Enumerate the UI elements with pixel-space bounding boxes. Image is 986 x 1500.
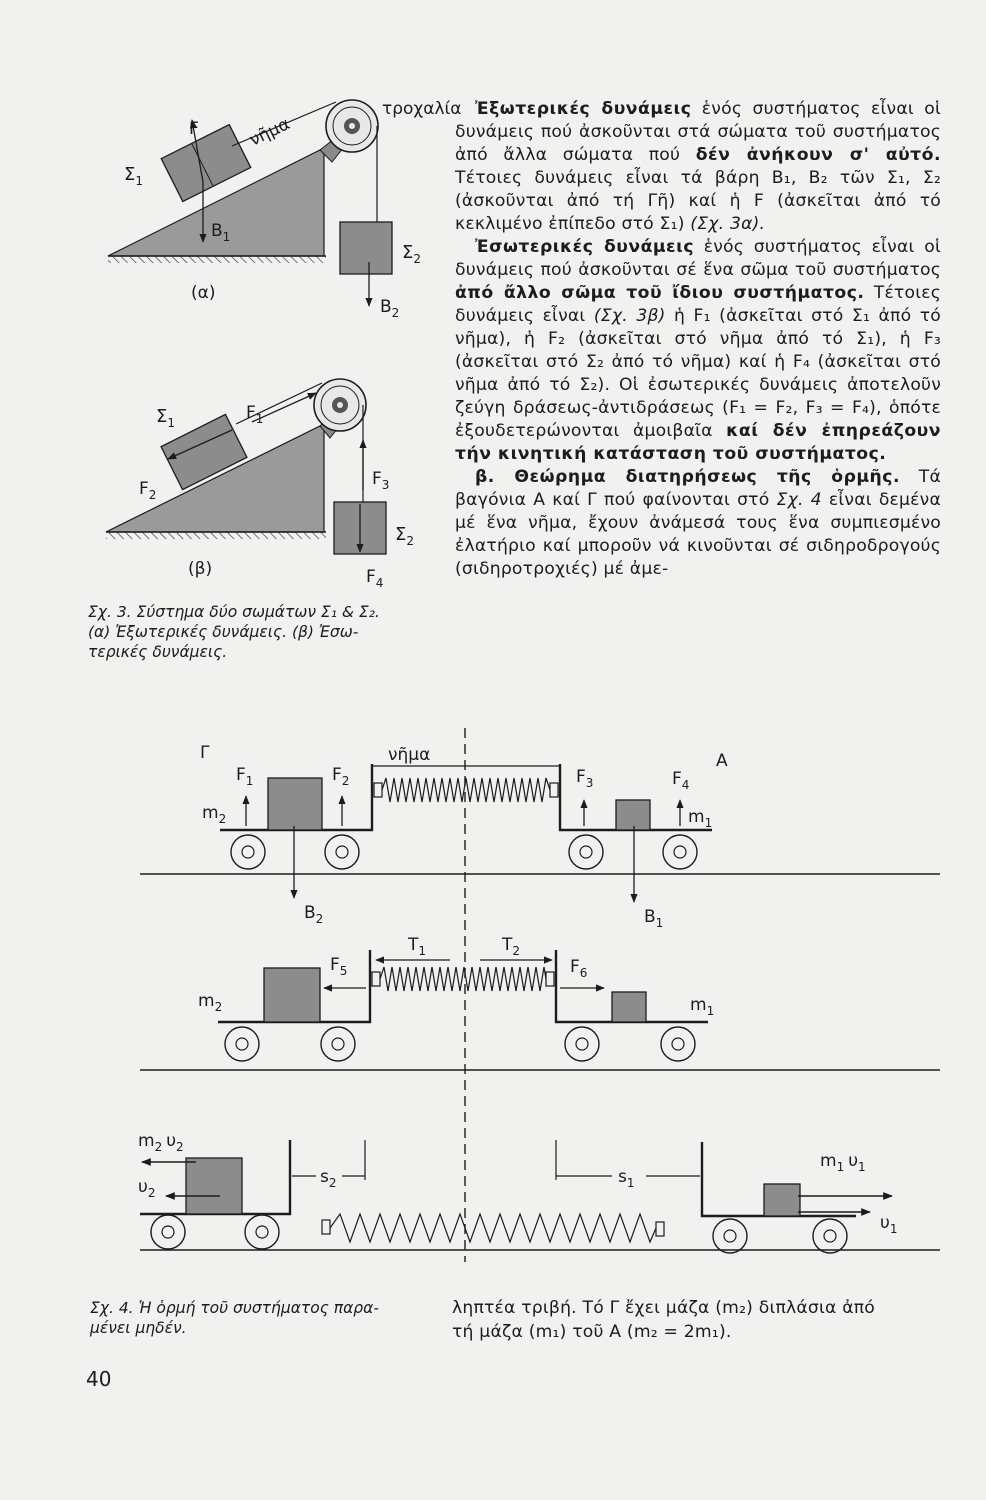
fig3b-f3-label: $F_3$ (372, 469, 390, 492)
fig4-scene-1 (140, 743, 940, 930)
fig4-s2-m2-label: $m_2$ (198, 991, 223, 1014)
fig4-s1-m2-label: $m_2$ (202, 803, 227, 826)
fig4-s3-m2u2-label: $m_2$ $\upsilon_2$ (138, 1131, 184, 1154)
fig4-s2-m1-label: $m_1$ (690, 995, 715, 1018)
fig4-scene-3 (138, 1131, 940, 1253)
fig4-s1-block-g (268, 778, 322, 830)
fig3a-s1-label: $\Sigma_1$ (124, 164, 144, 188)
fig3a-label: (α) (191, 283, 216, 303)
fig4-s2-block-a (612, 992, 646, 1022)
paragraph-internal-forces: Ἐσωτερικές δυνάμεις ἑνός συστήματος εἶναι οἱ δυνάμεις πού ἀσκοῦνται σέ ἕνα σῶμα τοῦ συστήματος ἀπό ἄλλο σῶμα τοῦ ἴδιου συστήματος. Τέτοιες δυνάμεις εἶναι (Σχ. 3β) ἡ F₁ (ἀσκεῖται στό Σ₁ ἀπό τό νῆμα), ἡ F₂ (ἀσκεῖται στό νῆμα ἀπό τό Σ₁), ἡ F₃ (ἀσκεῖται στό Σ₂ ἀπό τό νῆμα) καί ἡ F₄ (ἀσκεῖται στό νῆμα ἀπό τό Σ₂). Οἱ ἐσωτερικές δυνάμεις ἀποτελοῦν ζεύγη δράσεως-ἀντιδράσεως (F₁ = F₂, F₃ = F₄), ὁπότε ἐξουδετερώνονται ἀμοιβαῖα καί δέν ἐπηρεάζουν τήν κινητική κατάσταση τοῦ συστήματος. (455, 237, 941, 464)
fig4-s1-f4-label: $F_4$ (672, 769, 690, 792)
fig3b-s1-label: $\Sigma_1$ (156, 406, 176, 430)
fig4-s1-f2-label: $F_2$ (332, 765, 350, 788)
fig3b-s2-label: $\Sigma_2$ (395, 524, 415, 548)
fig4-s3-u2-label: $\upsilon_2$ (138, 1177, 156, 1200)
fig3a-force-F-label: F (189, 119, 199, 139)
fig4-s3-s2-label: $s_2$ (320, 1167, 337, 1190)
fig4-s1-b2-label: $B_2$ (304, 903, 324, 926)
fig3b-label: (β) (188, 559, 213, 579)
fig3a-s2-label: $\Sigma_2$ (402, 242, 422, 266)
fig4-s3-m1u1-label: $m_1$ $\upsilon_1$ (820, 1151, 866, 1174)
fig4-s2-t2-label: $T_2$ (502, 935, 521, 958)
fig4-s1-m1-label: $m_1$ (688, 807, 713, 830)
fig4-s3-block-g (186, 1158, 242, 1214)
fig4-s3-s1-label: $s_1$ (618, 1167, 635, 1190)
fig4-s1-cart-a-label: Α (716, 751, 728, 771)
paragraph-external-forces: Ἐξωτερικές δυνάμεις ἑνός συστήματος εἶναι οἱ δυνάμεις πού ἀσκοῦνται στά σώματα τοῦ συστήματος ἀπό ἄλλα σώματα πού δέν ἀνήκουν σ' αὐτό. Τέτοιες δυνάμεις εἶναι τά βάρη Β₁, Β₂ τῶν Σ₁, Σ₂ (ἀσκοῦνται ἀπό τή Γῆ) καί ἡ F (ἀσκεῖται ἀπό τό κεκλιμένο ἐπίπεδο στό Σ₁) (Σχ. 3α). (455, 99, 941, 234)
fig4-s3-block-a (764, 1184, 800, 1216)
fig3a-b2-label: $B_2$ (380, 297, 400, 320)
fig4-s1-f1-label: $F_1$ (236, 765, 254, 788)
fig4-s1-f3-label: $F_3$ (576, 767, 594, 790)
fig3a-pulley-label: τροχαλία (382, 99, 462, 119)
fig4-s2-f5-label: $F_5$ (330, 955, 348, 978)
fig4-caption: Σχ. 4. Ἡ ὁρμή τοῦ συστήματος παρα- μένει μηδέν. (90, 1299, 379, 1337)
fig4-s1-spring (382, 778, 550, 802)
fig4-s1-block-a (616, 800, 650, 830)
fig3b-f4-label: $F_4$ (366, 567, 384, 590)
fig4-s2-t1-label: $T_1$ (408, 935, 427, 958)
fig3b-f1-label: $F_1$ (246, 403, 264, 426)
fig4-scene-2 (140, 935, 940, 1070)
fig4-s1-b1-label: $B_1$ (644, 907, 664, 930)
fig4-s3-spring (330, 1214, 656, 1242)
fig4-s1-cart-g-label: Γ (200, 743, 210, 763)
paragraph-momentum-theorem: β. Θεώρημα διατηρήσεως τῆς ὁρμῆς. Τά βαγόνια Α καί Γ πού φαίνονται στό Σχ. 4 εἶναι δεμένα μέ ἕνα νῆμα, ἔχουν ἀνάμεσά τους ἕνα συμπιεσμένο ἐλατήριο καί μποροῦν νά κινοῦνται σέ σιδηροδρογούς (σιδηροτροχιές) μέ ἀμε- (455, 467, 941, 579)
fig4-s2-spring (380, 967, 546, 991)
bottom-text: ληπτέα τριβή. Τό Γ ἔχει μάζα (m₂) διπλάσια ἀπό τή μάζα (m₁) τοῦ Α (m₂ = 2m₁). (452, 1298, 876, 1342)
fig4-s3-u1-label: $\upsilon_1$ (880, 1213, 898, 1236)
fig3b-f2-label: $F_2$ (139, 479, 157, 502)
fig4-s2-block-g (264, 968, 320, 1022)
fig4-s2-f6-label: $F_6$ (570, 957, 588, 980)
fig3-caption: Σχ. 3. Σύστημα δύο σωμάτων Σ₁ & Σ₂. (α) Ἐξωτερικές δυνάμεις. (β) Ἐσω- τερικές δυνάμεις. (88, 603, 380, 661)
fig3a-rope-label: νῆμα (246, 113, 294, 151)
fig4-s1-rope-label: νῆμα (388, 745, 431, 765)
page-number: 40 (86, 1367, 112, 1391)
fig3a-b1-label: $B_1$ (211, 221, 231, 244)
